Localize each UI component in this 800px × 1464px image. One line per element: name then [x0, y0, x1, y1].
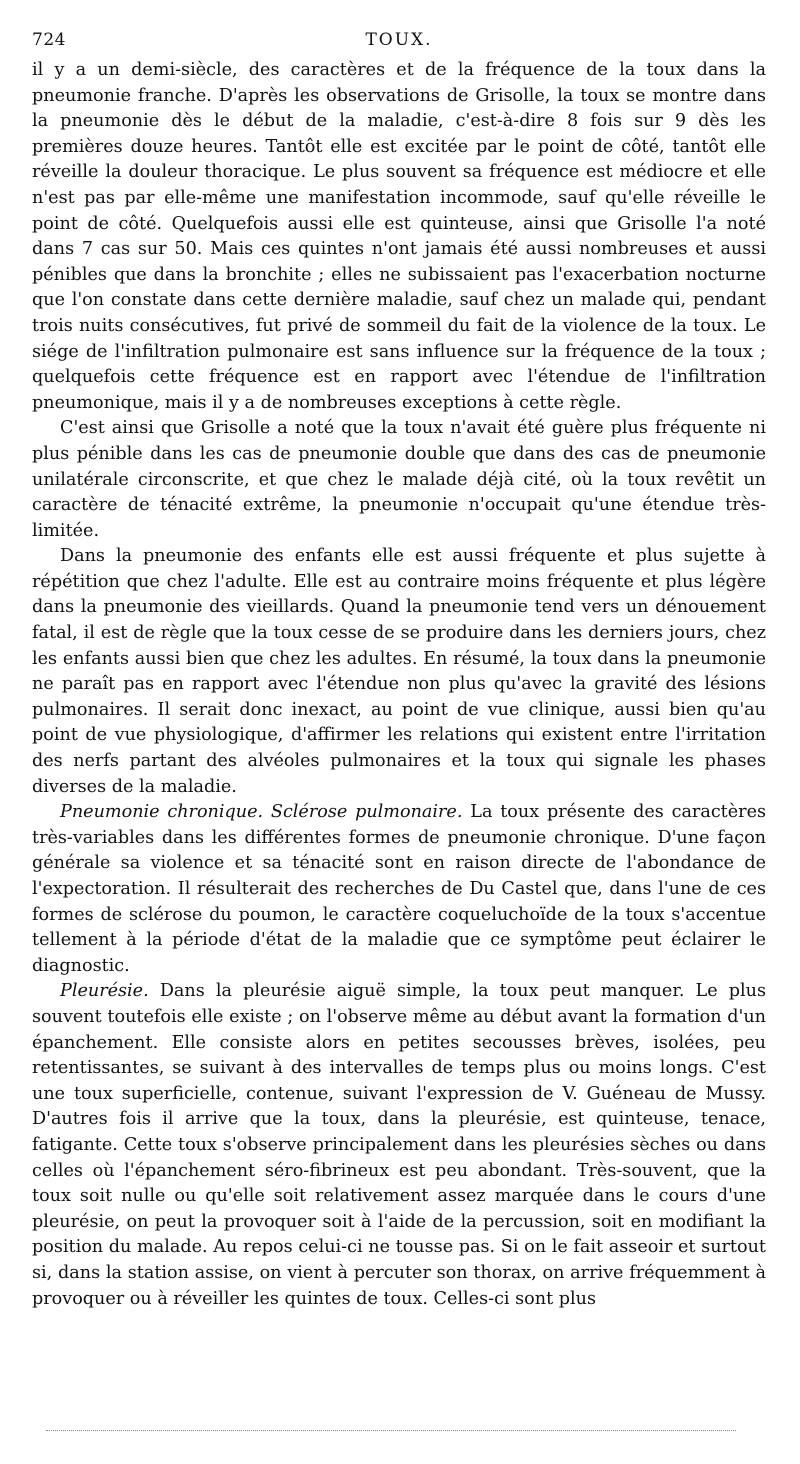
- footer-rule: [46, 1430, 736, 1431]
- paragraph-text: Dans la pneumonie des enfants elle est aussi fréquente et plus sujette à répétition que chez l'adulte. Elle est au contraire moins fréquente et plus légère dans la pneumonie des vieillards. Quand la pneumonie tend vers un dénouement fatal, il est de règle que la toux cesse de se produire dans les derniers jours, chez les enfants aussi bien que chez les adultes. En résumé, la toux dans la pneumonie ne paraît pas en rapport avec l'étendue non plus qu'avec la gravité des lésions pulmonaires. Il serait donc inexact, au point de vue clinique, aussi bien qu'au point de vue physiologique, d'affirmer les relations qui existent entre l'irritation des nerfs partant des alvéoles pulmonaires et la toux qui signale les phases diverses de la maladie.: [32, 546, 766, 797]
- paragraph-text: C'est ainsi que Grisolle a noté que la toux n'avait été guère plus fréquente ni plus pénible dans les cas de pneumonie double que dans des cas de pneumonie unilatérale circonscrite, et que chez le malade déjà cité, où la toux revêtit un caractère de ténacité extrême, la pneumonie n'occupait qu'une étendue très-limitée.: [32, 418, 766, 541]
- body-text: [32, 58, 766, 1312]
- page-header: [32, 30, 766, 58]
- paragraph: [32, 416, 766, 544]
- section-heading-pneumonie-chronique: Pneumonie chronique. Sclérose pulmonaire.: [60, 802, 463, 823]
- paragraph: [32, 544, 766, 800]
- running-title: TOUX.: [365, 30, 433, 50]
- paragraph-text: il y a un demi-siècle, des caractères et de la fréquence de la toux dans la pneumonie franche. D'après les observations de Grisolle, la toux se montre dans la pneumonie dès le début de la maladie, c'est-à-dire 8 fois sur 9 dès les premières douze heures. Tantôt elle est excitée par le point de côté, tantôt elle réveille la douleur thoracique. Le plus souvent sa fréquence est médiocre et elle n'est pas par elle-même une manifestation incommode, sauf qu'elle réveille le point de côté. Quelquefois aussi elle est quinteuse, ainsi que Grisolle l'a noté dans 7 cas sur 50. Mais ces quintes n'ont jamais été aussi nombreuses et aussi pénibles que dans la bronchite ; elles ne subissaient pas l'exacerbation nocturne que l'on constate dans cette dernière maladie, sauf chez un malade qui, pendant trois nuits consécutives, fut privé de sommeil du fait de la violence de la toux. Le siége de l'infiltration pulmonaire est sans influence sur la fréquence de la toux ; quelquefois cette fréquence est en rapport avec l'étendue de l'infiltration pneumonique, mais il y a de nombreuses exceptions à cette règle.: [32, 60, 766, 413]
- paragraph: [32, 979, 766, 1312]
- book-page: [32, 30, 766, 1312]
- paragraph: [32, 58, 766, 416]
- paragraph: [32, 800, 766, 979]
- paragraph-text: La toux présente des caractères très-variables dans les différentes formes de pneumonie chronique. D'une façon générale sa violence et sa ténacité sont en raison directe de l'abondance de l'expectoration. Il résulterait des recherches de Du Castel que, dans l'une de ces formes de sclérose du poumon, le caractère coqueluchoïde de la toux s'accentue tellement à la période d'état de la maladie que ce symptôme peut éclairer le diagnostic.: [32, 802, 767, 976]
- page-number: 724: [32, 30, 66, 50]
- section-heading-pleuresie: Pleurésie.: [60, 981, 149, 1002]
- paragraph-text: Dans la pleurésie aiguë simple, la toux peut manquer. Le plus souvent toutefois elle existe ; on l'observe même au début avant la formation d'un épanchement. Elle consiste alors en petites secousses brèves, isolées, peu retentissantes, se suivant à des intervalles de temps plus ou moins longs. C'est une toux superficielle, contenue, suivant l'expression de V. Guéneau de Mussy. D'autres fois il arrive que la toux, dans la pleurésie, est quinteuse, tenace, fatigante. Cette toux s'observe principalement dans les pleurésies sèches ou dans celles où l'épanchement séro-fibrineux est peu abondant. Très-souvent, que la toux soit nulle ou qu'elle soit relativement assez marquée dans le cours d'une pleurésie, on peut la provoquer soit à l'aide de la percussion, soit en modifiant la position du malade. Au repos celui-ci ne tousse pas. Si on le fait asseoir et surtout si, dans la station assise, on vient à percuter son thorax, on arrive fréquemment à provoquer ou à réveiller les quintes de toux. Celles-ci sont plus: [32, 981, 767, 1309]
